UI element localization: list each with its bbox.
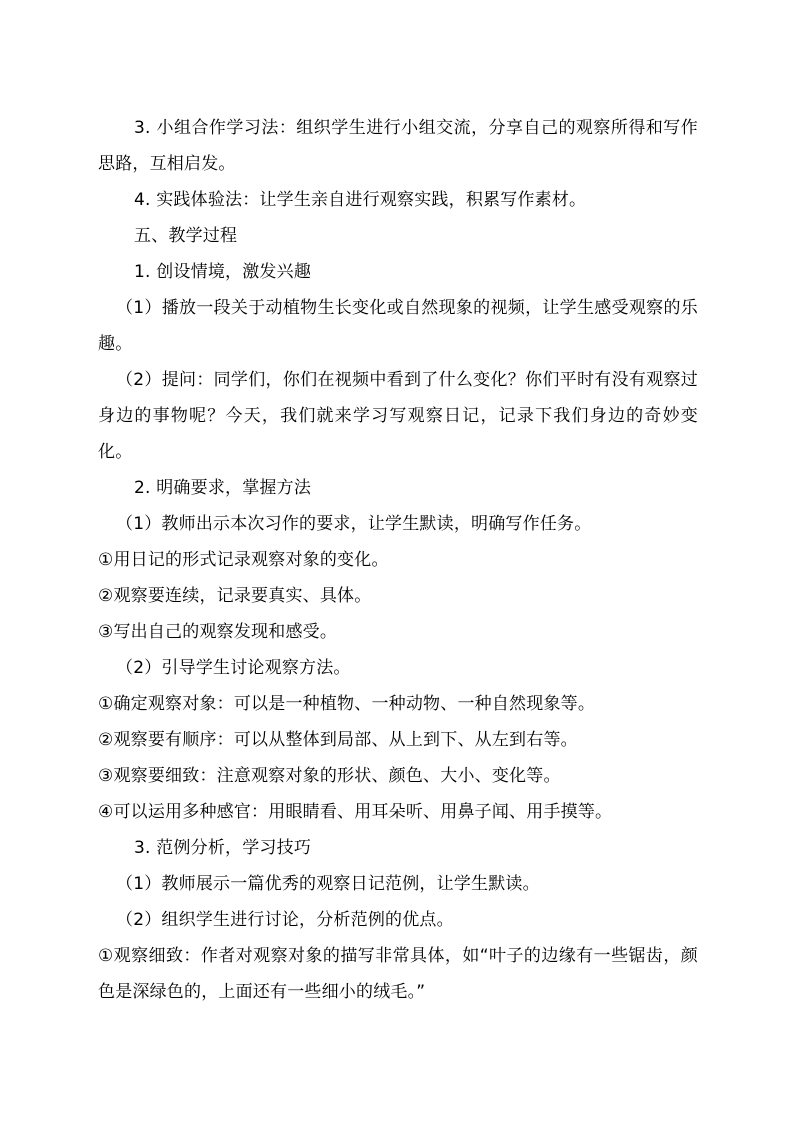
paragraph-step2-item2: （2）引导学生讨论观察方法。	[116, 658, 351, 678]
paragraph-step1-item1: （1）播放一段关于动植物生长变化或自然现象的视频，让学生感受观察的乐趣。	[98, 298, 698, 354]
list-item-analysis-1: ①观察细致：作者对观察对象的描写非常具体，如“叶子的边缘有一些锯齿，颜色是深绿色的，上面还有一些细小的绒毛。”	[98, 946, 698, 1002]
list-item-method-3: ③观察要细致：注意观察对象的形状、颜色、大小、变化等。	[98, 766, 561, 786]
paragraph-step2-item1: （1）教师出示本次习作的要求，让学生默读，明确写作任务。	[116, 514, 592, 534]
step-heading-3: 3. 范例分析，学习技巧	[134, 838, 312, 858]
list-item-method-2: ②观察要有顺序：可以从整体到局部、从上到下、从左到右等。	[98, 730, 578, 750]
section-heading-teaching-process: 五、教学过程	[134, 226, 238, 246]
paragraph-step3-item2: （2）组织学生进行讨论，分析范例的优点。	[116, 910, 454, 930]
list-item-method-4: ④可以运用多种感官：用眼睛看、用耳朵听、用鼻子闻、用手摸等。	[98, 802, 613, 822]
list-item-method-1: ①确定观察对象：可以是一种植物、一种动物、一种自然现象等。	[98, 694, 596, 714]
paragraph-method-3: 3. 小组合作学习法：组织学生进行小组交流，分享自己的观察所得和写作思路，互相启发。	[98, 118, 698, 174]
paragraph-step3-item1: （1）教师展示一篇优秀的观察日记范例，让学生默读。	[116, 874, 540, 894]
step-heading-1: 1. 创设情境，激发兴趣	[134, 262, 312, 282]
list-item-requirement-3: ③写出自己的观察发现和感受。	[98, 622, 338, 642]
list-item-requirement-2: ②观察要连续，记录要真实、具体。	[98, 586, 372, 606]
list-item-requirement-1: ①用日记的形式记录观察对象的变化。	[98, 550, 389, 570]
step-heading-2: 2. 明确要求，掌握方法	[134, 478, 312, 498]
paragraph-method-4: 4. 实践体验法：让学生亲自进行观察实践，积累写作素材。	[134, 190, 587, 210]
paragraph-step1-item2: （2）提问：同学们，你们在视频中看到了什么变化？你们平时有没有观察过身边的事物呢？今天，我们就来学习写观察日记，记录下我们身边的奇妙变化。	[98, 370, 698, 462]
